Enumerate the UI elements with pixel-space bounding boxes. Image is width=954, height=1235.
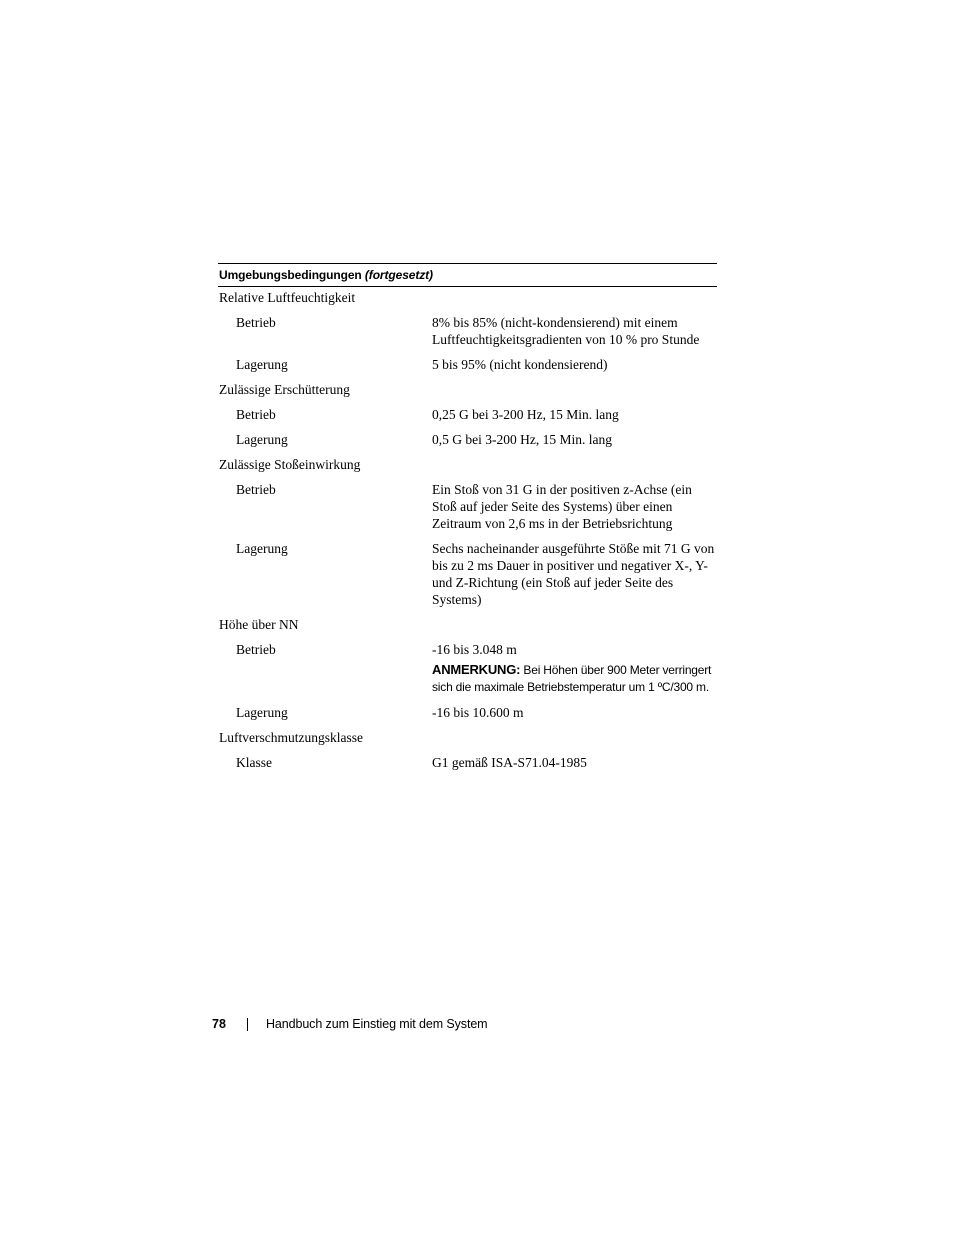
section-label: Luftverschmutzungsklasse xyxy=(219,730,363,745)
section-label: Zulässige Stoßeinwirkung xyxy=(219,457,361,472)
section-row-pollution xyxy=(218,729,717,746)
table-row xyxy=(218,481,717,532)
row-label: Klasse xyxy=(236,755,272,770)
table-row xyxy=(218,314,717,348)
section-row-vibration xyxy=(218,381,717,398)
row-label: Betrieb xyxy=(236,642,276,657)
row-value xyxy=(432,456,717,473)
row-value: G1 gemäß ISA-S71.04-1985 xyxy=(432,755,587,770)
footer-separator xyxy=(247,1018,248,1031)
row-value xyxy=(432,289,717,306)
note-text: Bei Höhen über 900 Meter verringert sich die maximale Betriebstemperatur um 1 ºC/300 m. xyxy=(432,663,712,694)
row-value xyxy=(432,381,717,398)
row-value: Sechs nacheinander ausgeführte Stöße mit 71 G von bis zu 2 ms Dauer in positiver und negativer X-, Y- und Z-Richtung (ein Stoß auf jeder Seite des Systems) xyxy=(432,541,715,607)
row-value xyxy=(432,729,717,746)
environment-spec-table xyxy=(218,263,717,779)
table-row xyxy=(218,356,717,373)
note xyxy=(432,661,717,696)
table-row xyxy=(218,704,717,721)
section-label: Relative Luftfeuchtigkeit xyxy=(219,290,356,305)
table-body xyxy=(218,287,717,771)
row-value: Ein Stoß von 31 G in der positiven z-Achse (ein Stoß auf jeder Seite des Systems) über einen Zeitraum von 2,6 ms in der Betriebsrichtung xyxy=(432,482,692,531)
table-title: Umgebungsbedingungen xyxy=(219,268,362,282)
section-row-altitude xyxy=(218,616,717,633)
row-label: Betrieb xyxy=(236,482,276,497)
row-value: 0,5 G bei 3-200 Hz, 15 Min. lang xyxy=(432,432,612,447)
table-row xyxy=(218,540,717,608)
row-label: Lagerung xyxy=(236,541,288,556)
table-continued-label: (fortgesetzt) xyxy=(364,268,433,282)
row-label: Lagerung xyxy=(236,705,288,720)
table-row xyxy=(218,431,717,448)
table-row xyxy=(218,406,717,423)
page-number: 78 xyxy=(212,1017,226,1031)
row-value: 8% bis 85% (nicht-kondensierend) mit einem Luftfeuchtigkeitsgradienten von 10 % pro Stunde xyxy=(432,315,700,347)
note-label: ANMERKUNG: xyxy=(432,662,521,677)
row-value xyxy=(432,616,717,633)
row-label: Lagerung xyxy=(236,357,288,372)
row-value: -16 bis 3.048 m xyxy=(432,642,517,657)
row-label: Lagerung xyxy=(236,432,288,447)
section-row-humidity xyxy=(218,289,717,306)
row-value: 5 bis 95% (nicht kondensierend) xyxy=(432,357,608,372)
table-row xyxy=(218,754,717,771)
row-value-cell xyxy=(432,641,717,696)
table-row xyxy=(218,641,717,696)
section-label: Zulässige Erschütterung xyxy=(219,382,350,397)
table-header xyxy=(218,263,717,287)
row-value: -16 bis 10.600 m xyxy=(432,705,524,720)
row-label: Betrieb xyxy=(236,315,276,330)
section-label: Höhe über NN xyxy=(219,617,299,632)
row-value: 0,25 G bei 3-200 Hz, 15 Min. lang xyxy=(432,407,619,422)
book-title: Handbuch zum Einstieg mit dem System xyxy=(266,1017,488,1031)
section-row-shock xyxy=(218,456,717,473)
row-label: Betrieb xyxy=(236,407,276,422)
